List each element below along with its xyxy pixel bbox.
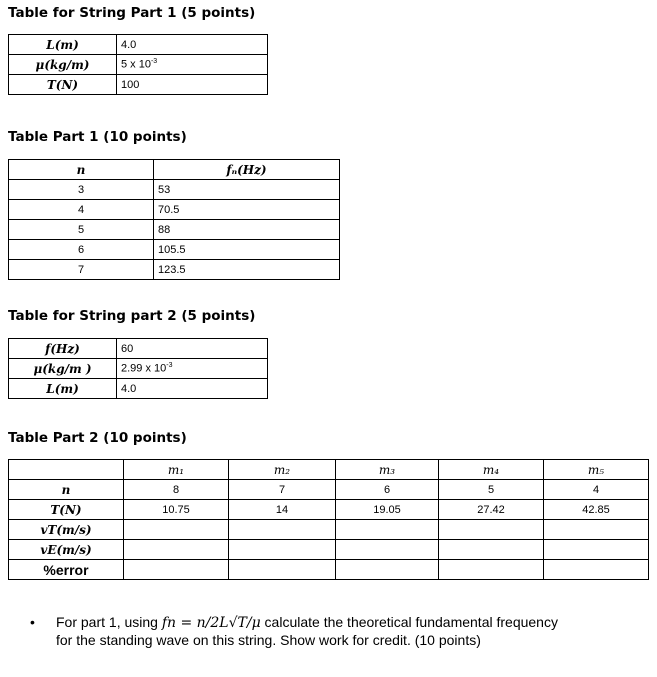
n-cell: 8 (124, 480, 229, 500)
length-label: L(m) (9, 35, 117, 55)
frequency-label: f(Hz) (9, 339, 117, 359)
empty-cell (229, 520, 336, 540)
empty-cell (336, 540, 439, 560)
table-row (9, 500, 649, 520)
density-label: μ(kg/m) (9, 55, 117, 75)
tension-cell: 14 (229, 500, 336, 520)
table-row (9, 260, 340, 280)
section-title-string-part2: Table for String part 2 (5 points) (8, 308, 256, 324)
table-row (9, 359, 268, 379)
mass-header: m₄ (439, 460, 544, 480)
table-row (9, 379, 268, 399)
density-label: μ(kg/m ) (9, 359, 117, 379)
string-part1-table (8, 34, 268, 95)
instruction-text (56, 614, 576, 649)
frequency-value: 60 (117, 339, 268, 359)
tension-cell: 42.85 (544, 500, 649, 520)
empty-cell (439, 540, 544, 560)
empty-cell (439, 560, 544, 580)
tension-value: 100 (117, 75, 268, 95)
table-row (9, 339, 268, 359)
table-part1 (8, 159, 340, 280)
density-base: 2.99 x 10 (121, 362, 167, 375)
experimental-speed-label: vE(m/s) (9, 540, 124, 560)
n-cell: 3 (9, 180, 154, 200)
instruction-rest: calculate the theoretical fundamental frequency for the standing wave on this string. Show work for credit. (10 points) (56, 614, 558, 648)
length-value: 4.0 (117, 35, 268, 55)
n-cell: 5 (439, 480, 544, 500)
bullet-marker: • (30, 614, 35, 630)
frequency-header: fₙ(Hz) (154, 160, 340, 180)
frequency-cell: 53 (154, 180, 340, 200)
table-row (9, 180, 340, 200)
mass-header: m₂ (229, 460, 336, 480)
empty-cell (544, 560, 649, 580)
tension-cell: 27.42 (439, 500, 544, 520)
table-header-row (9, 460, 649, 480)
frequency-cell: 88 (154, 220, 340, 240)
tension-cell: 19.05 (336, 500, 439, 520)
n-cell: 6 (9, 240, 154, 260)
table-header-row (9, 160, 340, 180)
n-cell: 4 (544, 480, 649, 500)
tension-cell: 10.75 (124, 500, 229, 520)
empty-cell (124, 520, 229, 540)
density-value (117, 359, 268, 379)
length-label: L(m) (9, 379, 117, 399)
n-cell: 6 (336, 480, 439, 500)
n-cell: 4 (9, 200, 154, 220)
length-value: 4.0 (117, 379, 268, 399)
tension-row-label: T(N) (9, 500, 124, 520)
empty-cell (544, 520, 649, 540)
empty-cell (229, 540, 336, 560)
table-part2 (8, 459, 649, 580)
empty-cell (229, 560, 336, 580)
empty-cell (544, 540, 649, 560)
empty-header-cell (9, 460, 124, 480)
empty-cell (124, 540, 229, 560)
density-base: 5 x 10 (121, 58, 151, 71)
n-header: n (9, 160, 154, 180)
n-row-label: n (9, 480, 124, 500)
empty-cell (439, 520, 544, 540)
table-row (9, 240, 340, 260)
frequency-formula: fn = n/2L√T/μ (161, 615, 261, 631)
n-cell: 7 (9, 260, 154, 280)
n-cell: 7 (229, 480, 336, 500)
theoretical-speed-label: vT(m/s) (9, 520, 124, 540)
frequency-cell: 123.5 (154, 260, 340, 280)
mass-header: m₁ (124, 460, 229, 480)
table-row (9, 560, 649, 580)
empty-cell (336, 520, 439, 540)
n-cell: 5 (9, 220, 154, 240)
percent-error-label: %error (9, 560, 124, 580)
empty-cell (336, 560, 439, 580)
section-title-string-part1: Table for String Part 1 (5 points) (8, 5, 256, 21)
empty-cell (124, 560, 229, 580)
frequency-cell: 70.5 (154, 200, 340, 220)
mass-header: m₅ (544, 460, 649, 480)
tension-label: T(N) (9, 75, 117, 95)
section-title-table-part2: Table Part 2 (10 points) (8, 430, 187, 446)
density-exponent: -3 (166, 362, 173, 370)
table-row (9, 200, 340, 220)
table-row (9, 75, 268, 95)
table-row (9, 55, 268, 75)
density-exponent: -3 (150, 58, 158, 66)
density-value (117, 55, 268, 75)
table-row (9, 480, 649, 500)
table-row (9, 520, 649, 540)
string-part2-table (8, 338, 268, 399)
section-title-table-part1: Table Part 1 (10 points) (8, 129, 187, 145)
table-row (9, 220, 340, 240)
table-row (9, 540, 649, 560)
frequency-cell: 105.5 (154, 240, 340, 260)
table-row (9, 35, 268, 55)
instruction-lead: For part 1, using (56, 614, 162, 630)
mass-header: m₃ (336, 460, 439, 480)
